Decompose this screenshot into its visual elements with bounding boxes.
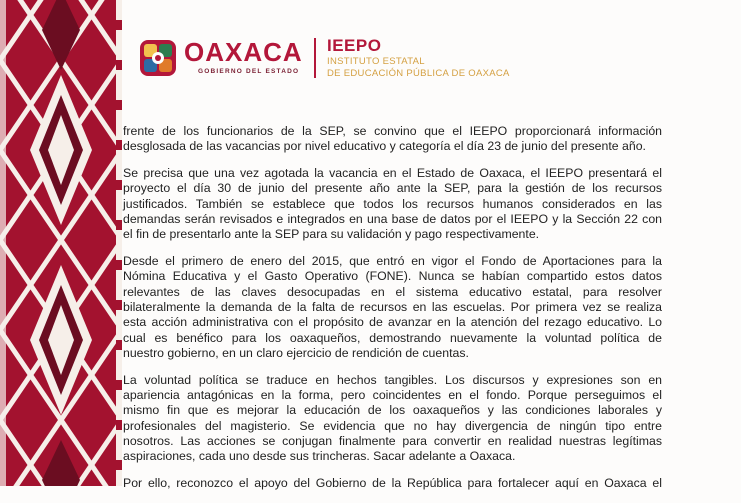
paragraph-2 — [123, 166, 662, 242]
text-line: Nómina Educativa y el Gasto Operativo (FONE). Nunca se habían compartido estos datos — [123, 269, 662, 284]
document-header — [138, 34, 578, 84]
decorative-textile-border — [0, 0, 122, 486]
oaxaca-seal-icon — [138, 38, 178, 78]
text-line: nosotros. Las acciones se conjugan finalmente para convertir en realidad nuestras legítimas — [123, 433, 662, 448]
text-line: proyecto el día 30 de junio del presente año ante la SEP, para la gestión de los recursos — [123, 181, 662, 196]
text-line: nuestro gobierno, en un claro ejercicio de rendición de cuentas. — [123, 345, 469, 360]
paragraph-3 — [123, 254, 662, 361]
text-line: cual es benéfico para los oaxaqueños, demostrando nuevamente la voluntad política de — [123, 330, 662, 345]
header-divider — [314, 38, 316, 78]
document-body — [123, 124, 662, 503]
text-line: Por ello, reconozco el apoyo del Gobierno de la República para fortalecer aquí en Oaxaca el — [123, 475, 662, 490]
text-line: Se precisa que una vez agotada la vacancia en el Estado de Oaxaca, el IEEPO presentará el — [123, 166, 662, 181]
text-line: esta acción administrativa con el propósito de avanzar en la atención del rezago educativo. Lo — [123, 315, 662, 330]
text-line: justificados. También se establece que todos los recursos humanos considerados en las — [123, 196, 662, 211]
institute-name-line1: INSTITUTO ESTATAL — [327, 56, 425, 67]
text-line: Desde el primero de enero del 2015, que entró en vigor el Fondo de Aportaciones para la — [123, 254, 662, 269]
text-line: profesionales del magisterio. Se evidencia que no hay divergencia de ningún tipo entre — [123, 418, 662, 433]
state-subtitle: GOBIERNO DEL ESTADO — [198, 68, 300, 75]
text-line: bilateralmente la demanda de la falta de recursos en las escuelas. Por primera vez se realiza — [123, 299, 662, 314]
text-line: el fin de presentarlo ante la SEP para su validación y pago respectivamente. — [123, 227, 540, 242]
text-line: desglosada de las vacancias por nivel educativo y categoría el día 23 de junio del presente año. — [123, 139, 646, 154]
text-line: La voluntad política se traduce en hechos tangibles. Los discursos y expresiones son en — [123, 372, 662, 387]
institute-name-line2: DE EDUCACIÓN PÚBLICA DE OAXACA — [327, 68, 510, 79]
text-line: apariencia antagónicas en la forma, pero coincidentes en el fondo. Porque perseguimos el — [123, 387, 662, 402]
paragraph-5 — [123, 476, 662, 491]
paragraph-4 — [123, 373, 662, 465]
text-line: mismo fin que es mejorar la educación de los oaxaqueños y las condiciones laborales y — [123, 403, 662, 418]
institute-acronym: IEEPO — [327, 36, 382, 55]
text-line: aspiraciones, cada uno desde sus trincheras. Sacar adelante a Oaxaca. — [123, 449, 516, 464]
state-name: OAXACA — [184, 37, 303, 67]
text-line: relevantes de las claves desocupadas en el sistema educativo estatal, para resolver — [123, 284, 662, 299]
text-line: frente de los funcionarios de la SEP, se convino que el IEEPO proporcionará información — [123, 124, 662, 138]
paragraph-1 — [123, 124, 662, 155]
text-line: demandas serán revisados e integrados en una base de datos por el IEEPO y la Sección 22 con — [123, 211, 662, 226]
